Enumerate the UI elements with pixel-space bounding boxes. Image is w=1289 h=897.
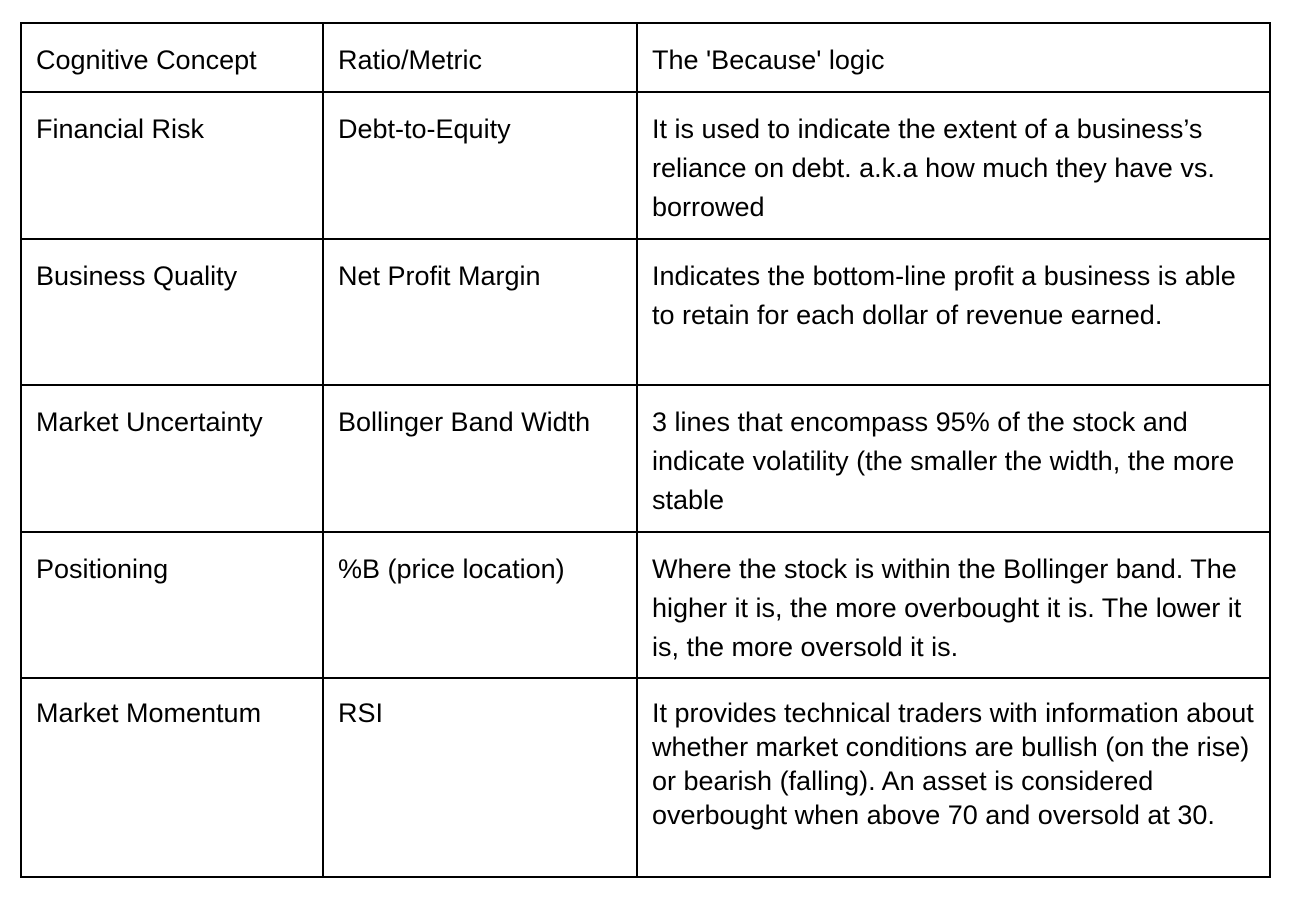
header-cell-concept: Cognitive Concept (21, 23, 323, 92)
logic-cell: Where the stock is within the Bollinger band. The higher it is, the more overbought it is. The lower it is, the more oversold it is. (637, 532, 1270, 678)
concept-cell: Positioning (21, 532, 323, 678)
logic-cell: It provides technical traders with information about whether market conditions are bullish (on the rise) or bearish (falling). An asset is considered overbought when above 70 and oversold at 30. (637, 678, 1270, 877)
header-cell-logic: The 'Because' logic (637, 23, 1270, 92)
metric-cell: Bollinger Band Width (323, 385, 637, 532)
metrics-table (20, 22, 1271, 878)
logic-cell: 3 lines that encompass 95% of the stock and indicate volatility (the smaller the width, the more stable (637, 385, 1270, 532)
table-row (21, 532, 1270, 678)
table-row (21, 239, 1270, 385)
concept-cell: Financial Risk (21, 92, 323, 239)
logic-cell: Indicates the bottom-line profit a business is able to retain for each dollar of revenue earned. (637, 239, 1270, 385)
metric-cell: RSI (323, 678, 637, 877)
table-row (21, 92, 1270, 239)
table-row (21, 678, 1270, 877)
metric-cell: Debt-to-Equity (323, 92, 637, 239)
concept-cell: Market Uncertainty (21, 385, 323, 532)
header-cell-metric: Ratio/Metric (323, 23, 637, 92)
logic-cell: It is used to indicate the extent of a business’s reliance on debt. a.k.a how much they have vs. borrowed (637, 92, 1270, 239)
concept-cell: Business Quality (21, 239, 323, 385)
concept-cell: Market Momentum (21, 678, 323, 877)
metric-cell: Net Profit Margin (323, 239, 637, 385)
metric-cell: %B (price location) (323, 532, 637, 678)
table-row (21, 385, 1270, 532)
header-row (21, 23, 1270, 92)
